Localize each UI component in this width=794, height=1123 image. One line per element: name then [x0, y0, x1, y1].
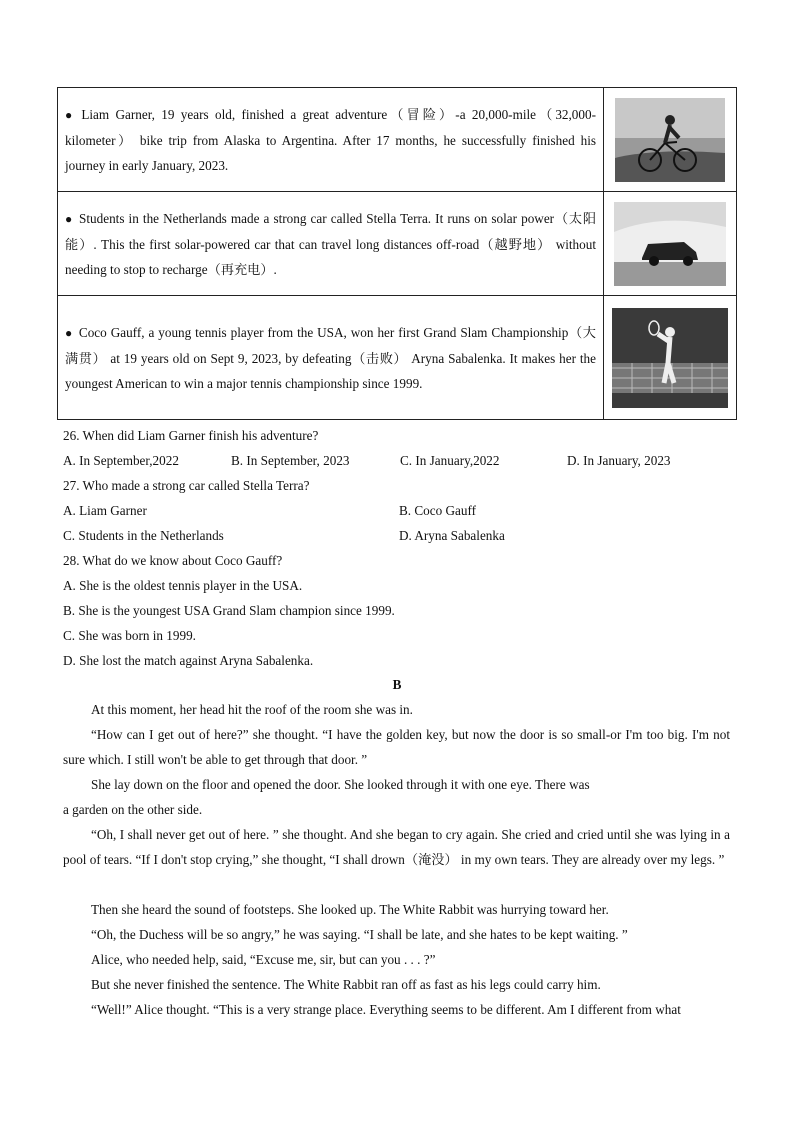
solar-car-photo	[614, 202, 726, 286]
question-option: D. In January, 2023	[567, 453, 671, 468]
question-option: C. Students in the Netherlands	[63, 528, 224, 543]
question-stem: 26. When did Liam Garner finish his adventure?	[63, 428, 319, 443]
question-option: A. Liam Garner	[63, 503, 147, 518]
question-option: D. She lost the match against Aryna Sabalenka.	[63, 653, 314, 668]
news-text-cell	[58, 296, 604, 420]
news-row	[58, 296, 737, 420]
question-option: D. Aryna Sabalenka	[399, 528, 505, 543]
tennis-player-photo	[612, 308, 728, 408]
news-text: Students in the Netherlands made a strong car called Stella Terra. It runs on solar power（太阳能）. This the first solar-powered car that can travel long distances off-road（越野地） without needing to stop to recharge（再充电）.	[65, 210, 597, 277]
question-stem: 27. Who made a strong car called Stella Terra?	[63, 478, 310, 493]
bullet-icon: ●	[65, 211, 74, 226]
news-image-cell	[604, 192, 737, 296]
story-paragraph: “Well!” Alice thought. “This is a very strange place. Everything seems to be different. Am I different from what	[91, 1002, 681, 1017]
story-paragraph: At this moment, her head hit the roof of the room she was in.	[91, 702, 413, 717]
news-row	[58, 192, 737, 296]
story-paragraph: Alice, who needed help, said, “Excuse me, sir, but can you . . . ?”	[91, 952, 436, 967]
news-table	[57, 87, 737, 420]
question-option: A. She is the oldest tennis player in the USA.	[63, 578, 303, 593]
story-paragraph: Then she heard the sound of footsteps. She looked up. The White Rabbit was hurrying toward her.	[91, 902, 609, 917]
news-text: Liam Garner, 19 years old, finished a great adventure（冒险）-a 20,000-mile（32,000-kilometer） bike trip from Alaska to Argentina. After 17 months, he successfully finished his journey in early January, 2023.	[65, 106, 596, 173]
bullet-icon: ●	[65, 325, 73, 340]
section-title: B	[392, 677, 402, 692]
cyclist-photo	[615, 98, 725, 182]
question-option: A. In September,2022	[63, 453, 179, 468]
question-option: C. She was born in 1999.	[63, 628, 196, 643]
news-text-cell	[58, 192, 604, 296]
story-paragraph: But she never finished the sentence. The White Rabbit ran off as fast as his legs could carry him.	[91, 977, 601, 992]
news-row	[58, 88, 737, 192]
story-paragraph: “Oh, the Duchess will be so angry,” he was saying. “I shall be late, and she hates to be kept waiting. ”	[91, 927, 628, 942]
news-text-cell	[58, 88, 604, 192]
news-image-cell	[604, 88, 737, 192]
bullet-icon: ●	[65, 107, 76, 122]
question-option: B. She is the youngest USA Grand Slam champion since 1999.	[63, 603, 395, 618]
story-paragraph: “How can I get out of here?” she thought. “I have the golden key, but now the door is so small-or I'm too big. I'm not sure which. I still won't be able to get through that door. ”	[63, 727, 730, 767]
question-option: B. Coco Gauff	[399, 503, 477, 518]
story-paragraph: She lay down on the floor and opened the door. She looked through it with one eye. There was	[91, 777, 590, 792]
news-text: Coco Gauff, a young tennis player from the USA, won her first Grand Slam Championship（大满贯） at 19 years old on Sept 9, 2023, by defeating（击败） Aryna Sabalenka. It makes her the youngest American to win a major tennis championship since 1999.	[65, 324, 596, 391]
question-option: C. In January,2022	[400, 453, 500, 468]
question-option: B. In September, 2023	[231, 453, 350, 468]
news-image-cell	[604, 296, 737, 420]
story-paragraph: a garden on the other side.	[63, 802, 203, 817]
story-paragraph: “Oh, I shall never get out of here. ” she thought. And she began to cry again. She cried and cried until she was lying in a pool of tears. “If I don't stop crying,” she thought, “I shall drown（淹没） in my own tears. They are already over my legs. ”	[63, 827, 730, 867]
question-stem: 28. What do we know about Coco Gauff?	[63, 553, 283, 568]
